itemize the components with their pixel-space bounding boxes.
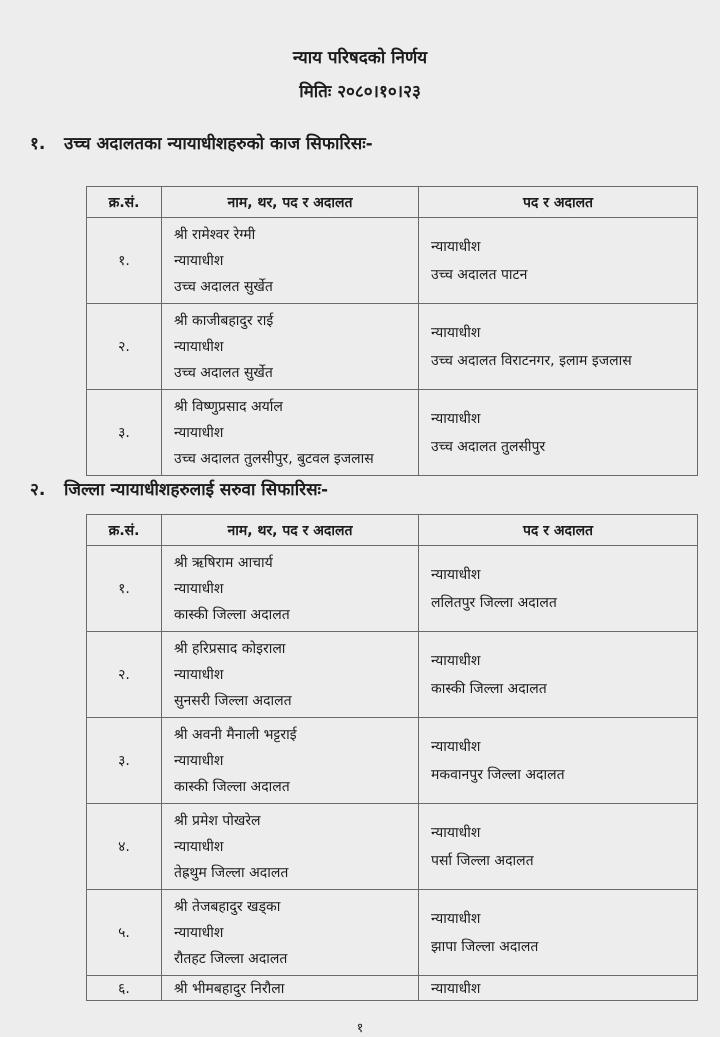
judge-name: श्री तेजबहादुर खड्का: [174, 899, 281, 915]
page-number: १: [356, 1021, 364, 1036]
judge-court: उच्च अदालत तुलसीपुर, बुटवल इजलास: [174, 451, 374, 467]
section-1-title: उच्च अदालतका न्यायाधीशहरुको काज सिफारिसः-: [64, 134, 373, 154]
row-serial: २.: [87, 304, 162, 390]
column-header-post: पद र अदालत: [419, 515, 698, 546]
column-header-serial: क्र.सं.: [87, 515, 162, 546]
assigned-court: मकवानपुर जिल्ला अदालत: [431, 766, 565, 783]
row-assignment: [419, 218, 698, 304]
row-current: [162, 218, 419, 304]
judge-name: श्री अवनी मैनाली भट्टराई: [174, 727, 297, 743]
row-serial: ४.: [87, 804, 162, 890]
row-current: [162, 304, 419, 390]
assigned-court: ललितपुर जिल्ला अदालत: [431, 594, 557, 611]
assigned-post: न्यायाधीश: [431, 566, 481, 583]
high-court-deputation-table: [86, 186, 698, 476]
row-assignment: [419, 890, 698, 976]
row-current: [162, 976, 419, 1001]
assigned-court: पर्सा जिल्ला अदालत: [431, 852, 534, 869]
row-assignment: [419, 546, 698, 632]
assigned-post: न्यायाधीश: [431, 238, 481, 255]
judge-court: रौतहट जिल्ला अदालत: [174, 951, 288, 967]
row-current: [162, 804, 419, 890]
judge-court: सुनसरी जिल्ला अदालत: [174, 693, 292, 709]
table-row: [87, 304, 698, 390]
column-header-post: पद र अदालत: [419, 187, 698, 218]
column-header-serial: क्र.सं.: [87, 187, 162, 218]
assigned-post: न्यायाधीश: [431, 910, 481, 927]
district-judge-transfer-table: [86, 514, 698, 1001]
judge-name: श्री काजीबहादुर राई: [174, 313, 274, 329]
judge-name: श्री ऋषिराम आचार्य: [174, 555, 273, 571]
assigned-post: न्यायाधीश: [431, 980, 481, 997]
row-assignment: [419, 632, 698, 718]
judge-title: न्यायाधीश: [174, 425, 224, 441]
judge-name: श्री प्रमेश पोखरेल: [174, 813, 261, 829]
judge-title: न्यायाधीश: [174, 839, 224, 855]
judge-court: कास्की जिल्ला अदालत: [174, 779, 290, 795]
assigned-court: झापा जिल्ला अदालत: [431, 938, 539, 955]
table-row: [87, 804, 698, 890]
row-current: [162, 546, 419, 632]
row-serial: १.: [87, 546, 162, 632]
column-header-name: नाम, थर, पद र अदालत: [162, 187, 419, 218]
table-row: [87, 890, 698, 976]
decision-date: मितिः २०८०।१०।२३: [299, 82, 421, 102]
row-current: [162, 890, 419, 976]
section-2-title: जिल्ला न्यायाधीशहरुलाई सरुवा सिफारिसः-: [64, 480, 329, 500]
assigned-post: न्यायाधीश: [431, 738, 481, 755]
assigned-court: उच्च अदालत तुलसीपुर: [431, 438, 546, 455]
assigned-court: उच्च अदालत पाटन: [431, 266, 528, 283]
assigned-court: उच्च अदालत विराटनगर, इलाम इजलास: [431, 352, 632, 369]
judge-court: उच्च अदालत सुर्खेत: [174, 365, 273, 381]
judge-court: तेह्रथुम जिल्ला अदालत: [174, 865, 289, 881]
row-assignment: [419, 390, 698, 476]
judge-name: श्री रामेश्वर रेग्मी: [174, 227, 256, 243]
document-title: न्याय परिषदको निर्णय: [292, 48, 428, 68]
row-serial: ६.: [87, 976, 162, 1001]
assigned-post: न्यायाधीश: [431, 410, 481, 427]
judge-title: न्यायाधीश: [174, 925, 224, 941]
table-row: [87, 632, 698, 718]
section-1-number: १.: [30, 134, 46, 154]
row-serial: ३.: [87, 718, 162, 804]
row-serial: २.: [87, 632, 162, 718]
table-header-row: [87, 515, 698, 546]
table-header-row: [87, 187, 698, 218]
section-2-number: २.: [30, 480, 46, 500]
judge-court: कास्की जिल्ला अदालत: [174, 607, 290, 623]
row-current: [162, 718, 419, 804]
judge-name: श्री हरिप्रसाद कोइराला: [174, 641, 286, 657]
assigned-post: न्यायाधीश: [431, 652, 481, 669]
judge-name: श्री विष्णुप्रसाद अर्याल: [174, 399, 283, 415]
judge-title: न्यायाधीश: [174, 253, 224, 269]
row-assignment: [419, 718, 698, 804]
row-serial: १.: [87, 218, 162, 304]
judge-title: न्यायाधीश: [174, 339, 224, 355]
section-2-heading: [30, 477, 328, 500]
judge-title: न्यायाधीश: [174, 753, 224, 769]
assigned-court: कास्की जिल्ला अदालत: [431, 680, 547, 697]
row-assignment: [419, 304, 698, 390]
assigned-post: न्यायाधीश: [431, 324, 481, 341]
judge-court: उच्च अदालत सुर्खेत: [174, 279, 273, 295]
table-row: [87, 718, 698, 804]
assigned-post: न्यायाधीश: [431, 824, 481, 841]
judge-title: न्यायाधीश: [174, 667, 224, 683]
row-current: [162, 390, 419, 476]
judge-title: न्यायाधीश: [174, 581, 224, 597]
row-assignment: [419, 976, 698, 1001]
row-serial: ३.: [87, 390, 162, 476]
table-row: [87, 546, 698, 632]
judge-name: श्री भीमबहादुर निरौला: [174, 980, 285, 997]
row-current: [162, 632, 419, 718]
table-row: [87, 218, 698, 304]
row-serial: ५.: [87, 890, 162, 976]
row-assignment: [419, 804, 698, 890]
table-row: [87, 390, 698, 476]
table-row: [87, 976, 698, 1001]
column-header-name: नाम, थर, पद र अदालत: [162, 515, 419, 546]
section-1-heading: [30, 131, 373, 154]
